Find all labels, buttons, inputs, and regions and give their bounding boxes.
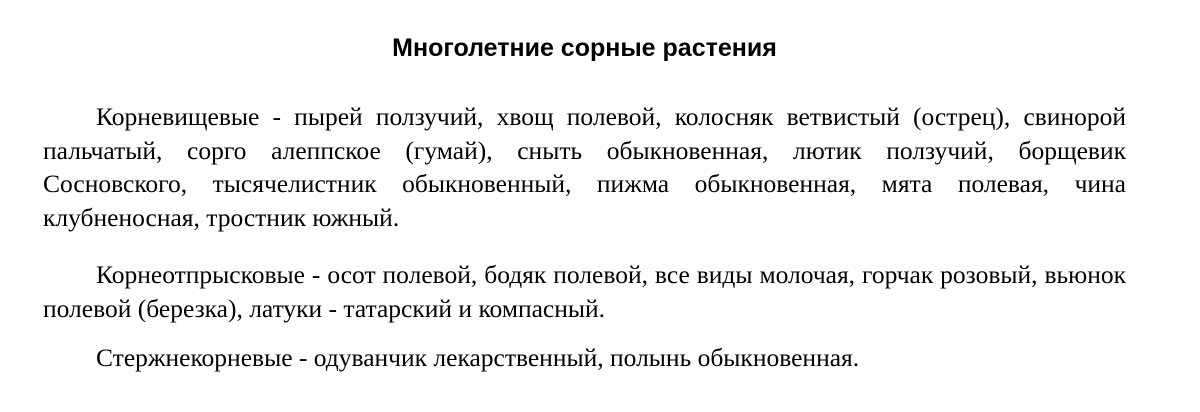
paragraph-rhizomatous: Корневищевые - пырей ползучий, хвощ полевой, колосняк ветвистый (острец), свинорой пальчатый, сорго алеппское (гумай), сныть обыкновенная, лютик ползучий, борщевик Сосновского, тысячелистник обыкновенный, пижма обыкновенная, мята полевая, чина клубненосная, тростник южный.: [43, 102, 1126, 232]
paragraph-root-sprouting: Корнеотпрысковые - осот полевой, бодяк полевой, все виды молочая, горчак розовый, вьюнок полевой (березка), латуки - татарский и компасный.: [43, 260, 1126, 323]
paragraph-taproot: Стержнекорневые - одуванчик лекарственный, полынь обыкновенная.: [96, 343, 860, 372]
page-title: Многолетние сорные растения: [392, 34, 777, 62]
